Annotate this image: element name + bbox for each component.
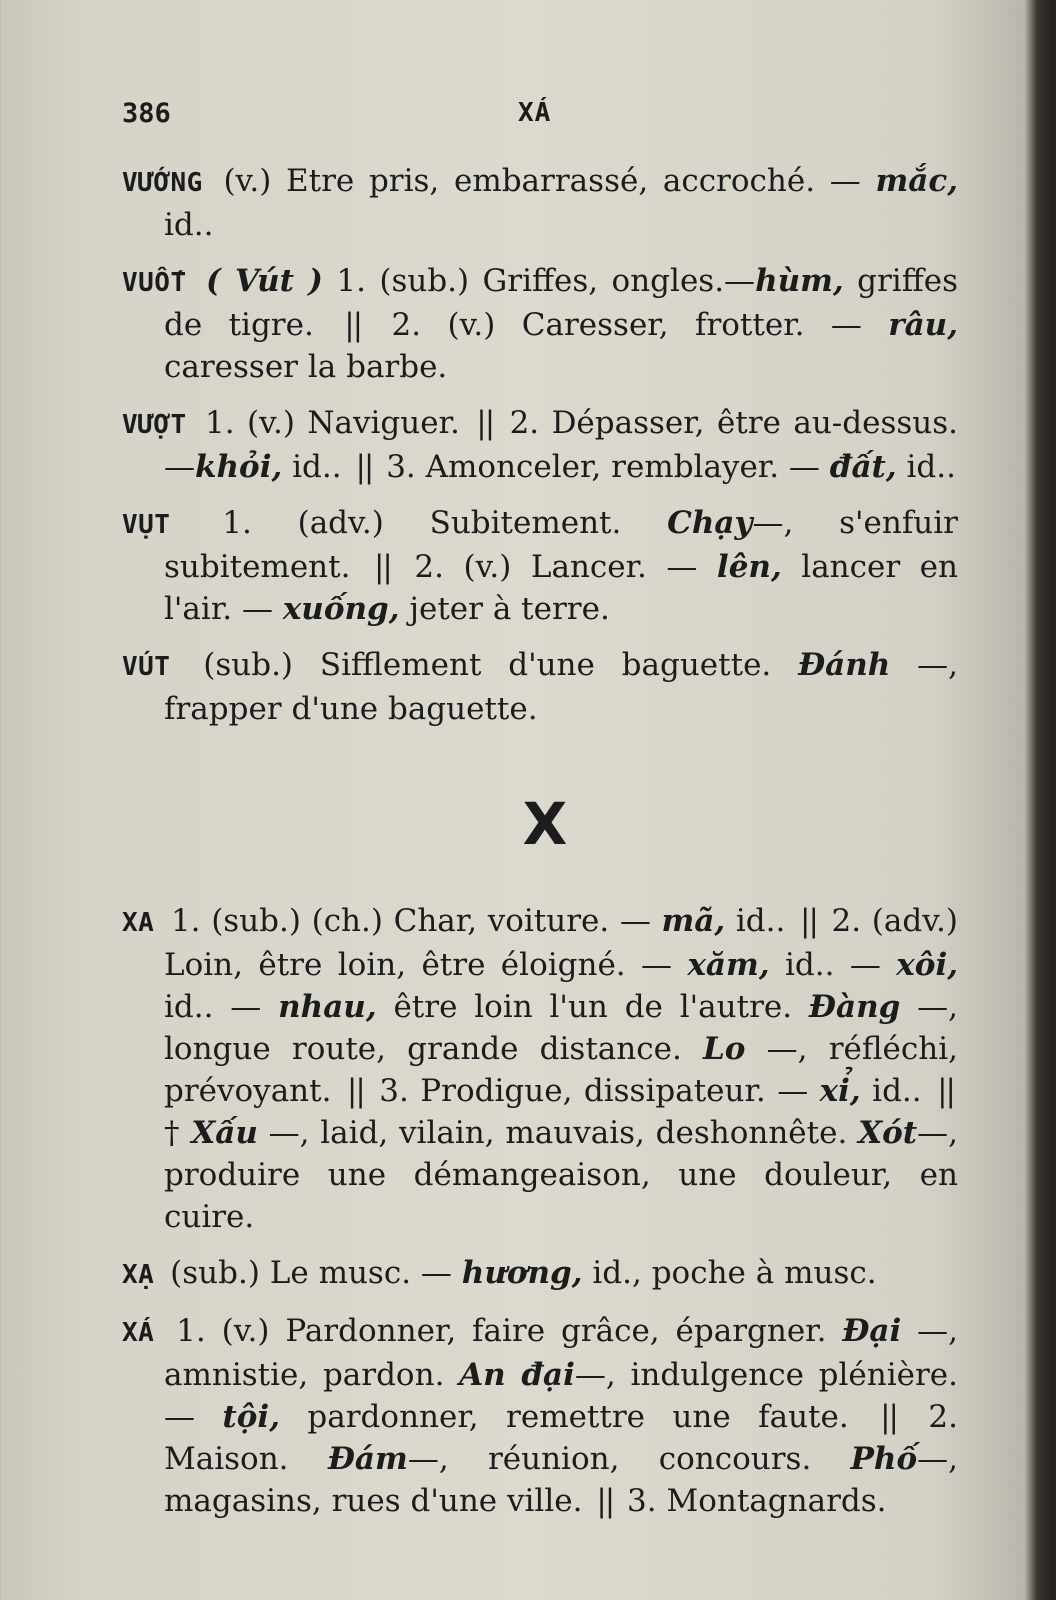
sense-separator: || [880,1399,897,1435]
definition-text: 2. (adv.) Loin, être loin, être éloigné. — [164,903,958,983]
dictionary-entry-vuot2 [122,402,958,488]
dictionary-entry-xa3 [122,1310,958,1522]
definition-text: 2. (v.) Caresser, frotter. — [365,307,889,343]
vietnamese-term: Xót [858,1115,918,1151]
vietnamese-term: hùm, [755,263,844,299]
definition-text: id.. [860,1073,934,1109]
entry-headword: VƯỢT [122,410,187,440]
definition-text: id.. [725,903,797,939]
entries-after-section [122,900,958,1536]
definition-text: 2. Maison. [164,1399,958,1477]
page-number: 386 [122,98,171,129]
sense-separator: || [346,1073,364,1109]
vietnamese-term: Phố [850,1441,918,1477]
definition-text: † [164,1115,192,1151]
definition-text: 1. (v.) Naviguer. [192,405,473,441]
definition-text: —, réunion, concours. [407,1441,851,1477]
definition-text: 3. Amonceler, remblayer. — [376,449,830,485]
definition-text: 1. (sub.) (ch.) Char, voiture. — [160,903,662,939]
entry-headword: VỤT [122,510,171,540]
vietnamese-term: Đám [327,1441,408,1477]
vietnamese-term: ( Vút ) [206,263,323,299]
definition-text: (sub.) Le musc. — [160,1255,462,1291]
vietnamese-term: tội, [222,1399,280,1435]
vietnamese-term: xuống, [282,591,400,627]
dictionary-entry-xa2 [122,1252,958,1296]
definition-text: (v.) Etre pris, embarrassé, accroché. — [208,163,876,199]
sense-separator: || [344,307,362,343]
sense-separator: || [596,1483,614,1519]
dictionary-entry-vut [122,502,958,630]
sense-separator: || [800,903,817,939]
entry-headword: VÚT [122,652,171,682]
definition-text: —, produire une démangeaison, une douleur, en cuire. [164,1115,958,1235]
definition-text: (sub.) Sifflement d'une baguette. [176,647,799,683]
guide-word: XÁ [518,98,552,128]
definition-text: id.. — [769,947,897,983]
definition-text: 3. Montagnards. [617,1483,887,1519]
definition-text: —, réfléchi, prévoyant. [164,1031,958,1109]
definition-text: 3. Prodigue, dissipateur. — [367,1073,820,1109]
definition-text: 2. Dépasser, être au-dessus.— [164,405,959,485]
entry-headword: VUỐT [122,268,187,298]
vietnamese-term: Đại [842,1313,902,1349]
definition-text: id.. [164,207,214,243]
dictionary-entry-vuong [122,160,958,246]
definition-text [193,263,206,299]
definition-text: —, s'enfuir subitement. [164,505,958,585]
sense-separator: || [937,1073,954,1109]
vietnamese-term: nhau, [278,989,377,1025]
sense-separator: || [373,549,391,585]
definition-text: griffes de tigre. [164,263,958,343]
vietnamese-term: râu, [888,307,959,343]
definition-text: —, frapper d'une baguette. [164,647,958,727]
running-head [122,98,962,138]
dictionary-entry-xa [122,900,958,1238]
vietnamese-term: Đàng [808,989,901,1025]
vietnamese-term: lên, [716,549,782,585]
definition-text: lancer en l'air. — [164,549,958,627]
definition-text: —, indulgence plénière. — [164,1357,958,1435]
entry-headword: VƯỚNG [122,168,203,198]
vietnamese-term: mã, [661,903,726,939]
definition-text: —, amnistie, pardon. [164,1313,959,1393]
definition-text: id.. — [164,989,279,1025]
sense-separator: || [355,449,373,485]
entry-headword: XA [122,908,155,938]
vietnamese-term: mắc, [875,163,958,199]
vietnamese-term: Đánh [798,647,891,683]
definition-text: caresser la barbe. [164,349,448,385]
definition-text: id.. [896,449,956,485]
dictionary-entry-vuot [122,260,958,388]
vietnamese-term: Lo [703,1031,746,1067]
entries-before-section [122,160,958,744]
definition-text: 1. (adv.) Subitement. [176,505,668,541]
entry-headword: XÁ [122,1318,155,1348]
definition-text: jeter à terre. [399,591,610,627]
definition-text: id.. [282,449,352,485]
definition-text: —, magasins, rues d'une ville. [164,1441,958,1519]
vietnamese-term: khỏi, [195,449,283,485]
vietnamese-term: xỉ, [819,1073,861,1109]
definition-text: id., poche à musc. [582,1255,877,1291]
definition-text: 1. (v.) Pardonner, faire grâce, épargner. [160,1313,843,1349]
dictionary-entry-vut2 [122,644,958,730]
section-letter: X [522,790,568,858]
vietnamese-term: Xấu [191,1115,258,1151]
sense-separator: || [476,405,494,441]
vietnamese-term: xăm, [687,947,770,983]
definition-text: pardonner, remettre une faute. [280,1399,877,1435]
vietnamese-term: An đại [459,1357,575,1393]
definition-text: 2. (v.) Lancer. — [394,549,717,585]
definition-text: être loin l'un de l'autre. [376,989,809,1025]
vietnamese-term: đất, [829,449,897,485]
definition-text: —, longue route, grande distance. [164,989,958,1067]
vietnamese-term: xôi, [896,947,959,983]
definition-text: 1. (sub.) Griffes, ongles.— [322,263,756,299]
vietnamese-term: hương, [461,1255,583,1291]
definition-text: —, laid, vilain, mauvais, deshonnête. [257,1115,859,1151]
entry-headword: XẠ [122,1260,155,1290]
vietnamese-term: Chạy [667,505,753,541]
